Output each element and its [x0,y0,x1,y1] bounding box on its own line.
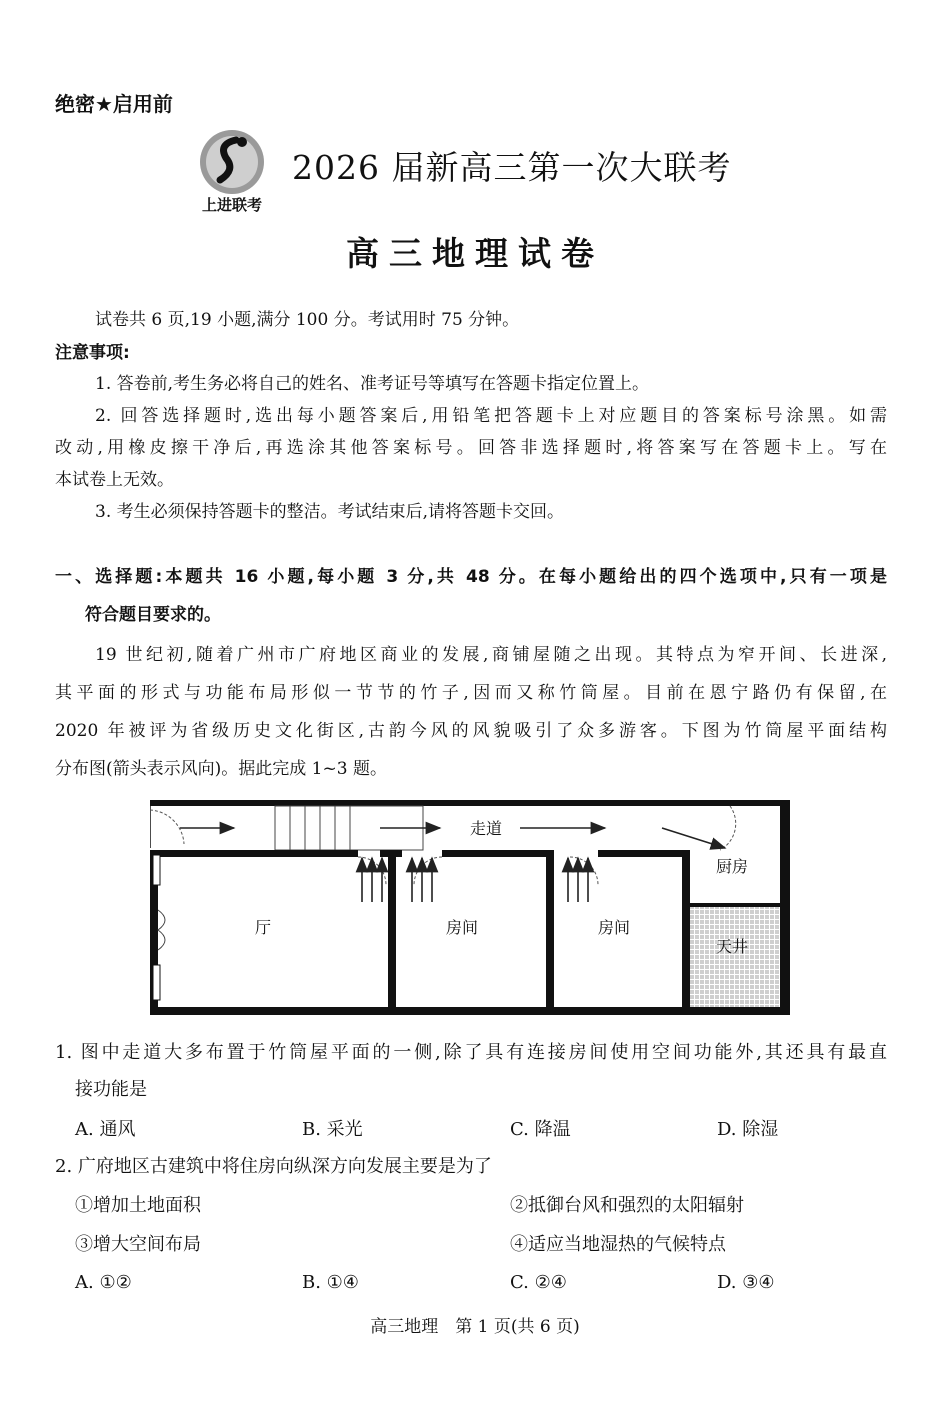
q2-item-1: ①增加土地面积 [75,1195,201,1216]
q1-option-b[interactable]: B. 采光 [302,1119,363,1140]
paper-title: 高三地理试卷 [346,234,604,273]
passage-line: 其平面的形式与功能布局形似一节节的竹子,因而又称竹筒屋。目前在恩宁路仍有保留,在 [55,683,887,703]
q1-option-c[interactable]: C. 降温 [510,1119,571,1140]
section-heading-cont: 符合题目要求的。 [85,605,221,625]
label-hall: 厅 [255,918,272,937]
notes-heading: 注意事项: [55,343,130,363]
q2-item-4: ④适应当地湿热的气候特点 [510,1234,726,1255]
q2-option-a[interactable]: A. ①② [75,1272,132,1293]
label-room: 房间 [598,918,631,937]
note-line: 3. 考生必须保持答题卡的整洁。考试结束后,请将答题卡交回。 [95,502,565,522]
q2-option-d[interactable]: D. ③④ [717,1272,775,1293]
exam-title: 2026 届新高三第一次大联考 [292,148,732,187]
q2-option-c[interactable]: C. ②④ [510,1272,567,1293]
floor-plan-diagram [150,800,790,1015]
question-1-stem: 1. 图中走道大多布置于竹筒屋平面的一侧,除了具有连接房间使用空间功能外,其还具有最直 [55,1042,887,1063]
logo-text: 上进联考 [201,196,262,214]
note-line: 本试卷上无效。 [55,470,174,490]
label-courtyard: 天井 [716,937,749,956]
q2-item-2: ②抵御台风和强烈的太阳辐射 [510,1195,744,1216]
q1-option-a[interactable]: A. 通风 [75,1119,136,1140]
passage-line: 分布图(箭头表示风向)。据此完成 1~3 题。 [55,759,387,779]
q2-item-3: ③增大空间布局 [75,1234,201,1255]
page-footer: 高三地理 第 1 页(共 6 页) [370,1317,580,1337]
label-corridor: 走道 [470,819,503,838]
exam-intro: 试卷共 6 页,19 小题,满分 100 分。考试用时 75 分钟。 [95,310,520,330]
q2-option-b[interactable]: B. ①④ [302,1272,359,1293]
section-heading: 一、选择题:本题共 16 小题,每小题 3 分,共 48 分。在每小题给出的四个选项中,只有一项是 [55,567,887,587]
passage-line: 19 世纪初,随着广州市广府地区商业的发展,商铺屋随之出现。其特点为窄开间、长进深, [95,645,887,665]
question-2-stem: 2. 广府地区古建筑中将住房向纵深方向发展主要是为了 [55,1156,492,1177]
label-room: 房间 [446,918,479,937]
note-line: 1. 答卷前,考生务必将自己的姓名、准考证号等填写在答题卡指定位置上。 [95,374,650,394]
note-line: 改动,用橡皮擦干净后,再选涂其他答案标号。回答非选择题时,将答案写在答题卡上。写在 [55,438,887,458]
q1-option-d[interactable]: D. 除湿 [717,1119,779,1140]
note-line: 2. 回答选择题时,选出每小题答案后,用铅笔把答题卡上对应题目的答案标号涂黑。如需 [95,406,887,426]
question-1-stem-cont: 接功能是 [75,1079,147,1100]
label-kitchen: 厨房 [716,857,749,876]
confidential-mark: 绝密★启用前 [55,92,173,116]
passage-line: 2020 年被评为省级历史文化街区,古韵今风的风貌吸引了众多游客。下图为竹筒屋平面结构 [55,721,887,741]
